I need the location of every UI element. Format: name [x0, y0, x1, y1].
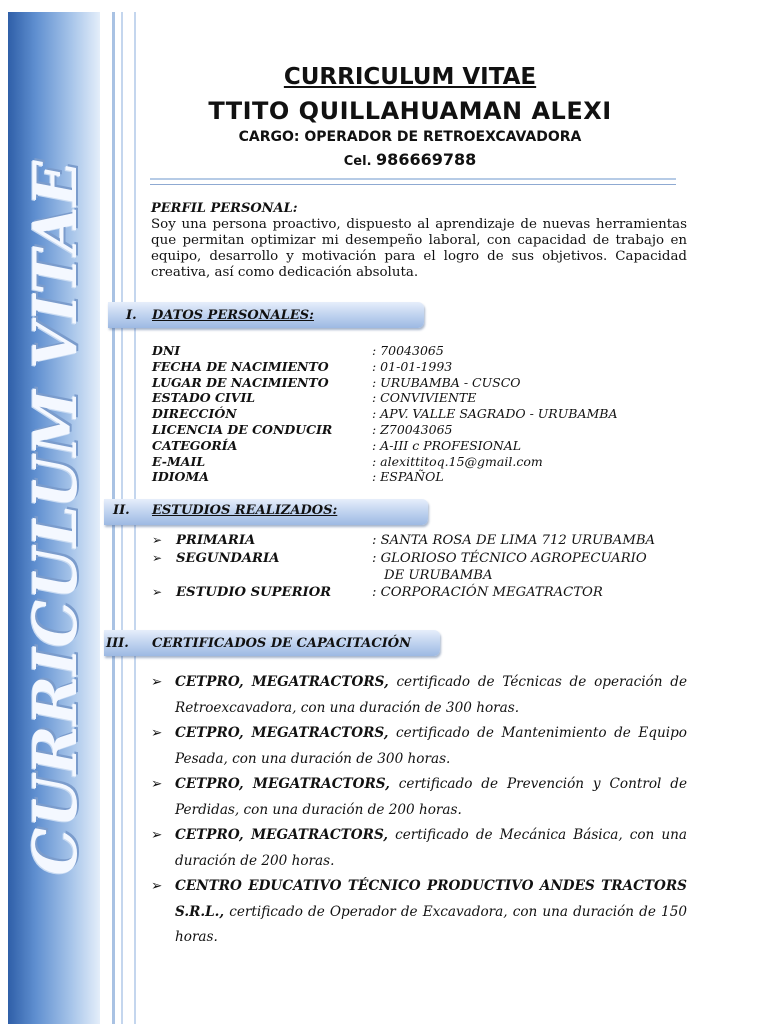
phone-line	[140, 150, 680, 169]
study-row	[152, 585, 603, 600]
data-value: : A-III c PROFESIONAL	[372, 437, 522, 453]
certificate-institution: CETPRO, MEGATRACTORS,	[175, 674, 389, 690]
arrow-bullet-icon: ➢	[151, 878, 163, 894]
document-title: CURRICULUM VITAE	[283, 64, 537, 90]
arrow-bullet-icon: ➢	[152, 585, 163, 599]
section-title-estudios: ESTUDIOS REALIZADOS:	[152, 503, 338, 518]
data-label: ESTADO CIVIL	[152, 390, 256, 406]
data-value: : CONVIVIENTE	[372, 390, 477, 406]
data-label: DIRECCIÓN	[152, 406, 237, 422]
certificate-description: certificado de Mecánica Básica, con una duración de 200 horas.	[175, 827, 688, 869]
data-value: : Z70043065	[372, 422, 453, 437]
profile-text: Soy una persona proactivo, dispuesto al aprendizaje de nuevas herramientas que permitan optimizar mi desempeño laboral, con capacidad de trabajo en equipo, desarrollo y motivación para el logro de sus objetivos. Capacidad creativa, así como dedicación absoluta.	[151, 217, 687, 280]
section-title-certificados: CERTIFICADOS DE CAPACITACIÓN	[152, 636, 412, 651]
study-label: SEGUNDARIA	[176, 551, 280, 566]
header-divider	[150, 184, 676, 185]
data-value: : ESPAÑOL	[372, 469, 444, 485]
data-value: : alexittitoq.15@gmail.com	[372, 453, 543, 469]
data-value: : 70043065	[372, 343, 444, 358]
section-number: III.	[106, 636, 129, 651]
study-row	[152, 551, 647, 583]
data-value: : 01-01-1993	[372, 358, 453, 374]
certificate-item	[151, 874, 687, 951]
study-value-continued: DE URUBAMBA	[384, 568, 493, 583]
section-number: II.	[113, 503, 130, 518]
arrow-bullet-icon: ➢	[151, 725, 163, 741]
study-value: : GLORIOSO TÉCNICO AGROPECUARIO	[372, 551, 647, 566]
certificate-description: certificado de Operador de Excavadora, con una duración de 150 horas.	[175, 903, 687, 945]
data-value: : URUBAMBA - CUSCO	[372, 374, 521, 390]
certificate-item	[151, 670, 687, 721]
certificate-institution: CENTRO EDUCATIVO TÉCNICO PRODUCTIVO ANDES TRACTORS S.R.L.,	[175, 878, 687, 920]
certificate-description: certificado de Prevención y Control de Perdidas, con una duración de 200 horas.	[175, 776, 688, 818]
data-label: E-MAIL	[152, 453, 206, 469]
profile-title: PERFIL PERSONAL:	[151, 201, 298, 216]
data-value: : APV. VALLE SAGRADO - URUBAMBA	[372, 406, 618, 422]
data-label: DNI	[152, 343, 181, 358]
certificate-item	[151, 823, 687, 874]
study-label: ESTUDIO SUPERIOR	[176, 585, 332, 600]
certificate-item	[151, 721, 687, 772]
study-row	[152, 533, 656, 548]
study-label: PRIMARIA	[176, 533, 256, 548]
arrow-bullet-icon: ➢	[152, 533, 163, 547]
phone-label: Cel.	[343, 154, 372, 169]
certificate-institution: CETPRO, MEGATRACTORS,	[175, 827, 389, 843]
certificate-institution: CETPRO, MEGATRACTORS,	[175, 725, 389, 741]
section-title-datos: DATOS PERSONALES:	[152, 308, 314, 323]
certificate-description: certificado de Técnicas de operación de Retroexcavadora, con una duración de 300 horas.	[175, 674, 688, 716]
data-label: LUGAR DE NACIMIENTO	[152, 374, 329, 390]
person-name: TTITO QUILLAHUAMAN ALEXI	[208, 97, 612, 125]
phone-number: 986669788	[376, 150, 477, 169]
job-position: CARGO: OPERADOR DE RETROEXCAVADORA	[238, 129, 582, 145]
certificate-description: certificado de Mantenimiento de Equipo Pesada, con una duración de 300 horas.	[175, 725, 687, 767]
sidebar-vertical-title: CURRICULUM VITAE	[21, 160, 91, 876]
header-divider	[150, 178, 676, 180]
data-label: FECHA DE NACIMIENTO	[152, 358, 329, 374]
certificate-item	[151, 772, 687, 823]
data-label: LICENCIA DE CONDUCIR	[152, 422, 333, 437]
arrow-bullet-icon: ➢	[151, 827, 163, 843]
section-number: I.	[126, 308, 137, 323]
data-label: IDIOMA	[152, 469, 209, 485]
study-value: : SANTA ROSA DE LIMA 712 URUBAMBA	[372, 533, 656, 548]
study-value: : CORPORACIÓN MEGATRACTOR	[372, 585, 603, 600]
certificate-institution: CETPRO, MEGATRACTORS,	[175, 776, 390, 792]
data-label: CATEGORÍA	[152, 437, 238, 453]
arrow-bullet-icon: ➢	[151, 776, 163, 792]
arrow-bullet-icon: ➢	[151, 674, 163, 690]
arrow-bullet-icon: ➢	[152, 551, 163, 565]
